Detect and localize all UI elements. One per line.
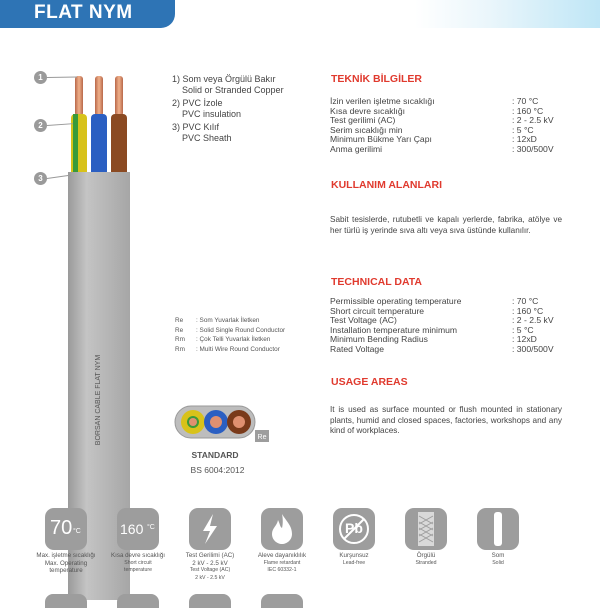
spec-row: Minimum Bending Radius : 12xD: [330, 334, 537, 345]
lead-free-icon: Pb: [333, 508, 375, 550]
usage-text: It is used as surface mounted or flush mounted in stationary plants, humid and closed spaces, factories, workshops and any kind of workplaces.: [330, 405, 562, 436]
cable-print-text: BORSAN CABLE FLAT NYM: [95, 354, 102, 446]
next-row-icon: [189, 594, 231, 608]
technical-title: TECHNICAL DATA: [331, 276, 422, 288]
callout-3: 3: [34, 172, 47, 185]
stranded-icon: [405, 508, 447, 550]
kullanim-text: Sabit tesislerde, rutubetli ve kapalı yerlerde, fabrika, atölye ve her türlü iş yerinde sıva altı veya sıva üstünde kullanılır.: [330, 215, 562, 235]
spec-row: Rated Voltage : 300/500V: [330, 343, 554, 354]
test-voltage-icon: [189, 508, 231, 550]
next-row-icon: [45, 594, 87, 608]
copper-conductor-2: [95, 76, 103, 116]
copper-conductor-1: [75, 76, 83, 116]
next-row-icon: [117, 594, 159, 608]
cross-section-icon: [173, 403, 273, 445]
parts-list: [172, 74, 284, 146]
spec-row: İzin verilen işletme sıcaklığı : 70 °C: [330, 96, 539, 106]
part-item: 3) PVC Kılıf PVC Sheath: [172, 122, 232, 143]
spec-row: Permissible operating temperature : 70 °C: [330, 296, 539, 306]
core-blue: [91, 114, 107, 180]
short-circuit-icon: 160 °C: [117, 508, 159, 550]
part-item: 2) PVC İzole PVC insulation: [172, 98, 242, 119]
header-gradient: [415, 0, 600, 28]
legend-row: Rm : Çok Telli Yuvarlak İletken: [175, 336, 271, 344]
page-title: FLAT NYM: [34, 2, 133, 23]
legend-row: Rm : Multi Wire Round Conductor: [175, 345, 280, 353]
callout-2: 2: [34, 119, 47, 132]
solid-icon: [477, 508, 519, 550]
next-row-icon: [261, 594, 303, 608]
standard-code: BS 6004:2012: [190, 465, 245, 475]
spec-row: Test gerilimi (AC) : 2 - 2.5 kV: [330, 115, 554, 126]
technical-specs: [330, 297, 554, 355]
teknik-specs: [330, 97, 554, 155]
kullanim-title: KULLANIM ALANLARI: [331, 179, 443, 191]
teknik-title: TEKNİK BİLGİLER: [331, 73, 422, 85]
spec-row: Installation temperature minimum : 5 °C: [330, 324, 534, 335]
spec-row: Short circuit temperature : 160 °C: [330, 305, 544, 316]
spec-row: Minimum Bükme Yarı Çapı : 12xD: [330, 134, 537, 145]
spec-row: Test Voltage (AC) : 2 - 2.5 kV: [330, 315, 554, 326]
legend-row: Re : Solid Single Round Conductor: [175, 326, 286, 334]
flame-retardant-icon: [261, 508, 303, 550]
usage-title: USAGE AREAS: [331, 376, 408, 388]
spec-row: Serim sıcaklığı min : 5 °C: [330, 124, 534, 135]
spec-row: Anma gerilimi : 300/500V: [330, 143, 554, 154]
copper-conductor-3: [115, 76, 123, 116]
conductor-legend: [175, 316, 285, 354]
core-brown: [111, 114, 127, 180]
part-item: 1) Som veya Örgülü Bakır Solid or Stranded Copper: [172, 74, 284, 95]
spec-row: Kısa devre sıcaklığı : 160 °C: [330, 105, 544, 116]
max-temp-icon: 70 °C: [45, 508, 87, 550]
legend-row: Re : Som Yuvarlak İletken: [175, 317, 260, 324]
standard-label: STANDARD: [191, 450, 239, 460]
cross-section-badge: Re: [257, 434, 267, 441]
callout-1: 1: [34, 71, 47, 84]
